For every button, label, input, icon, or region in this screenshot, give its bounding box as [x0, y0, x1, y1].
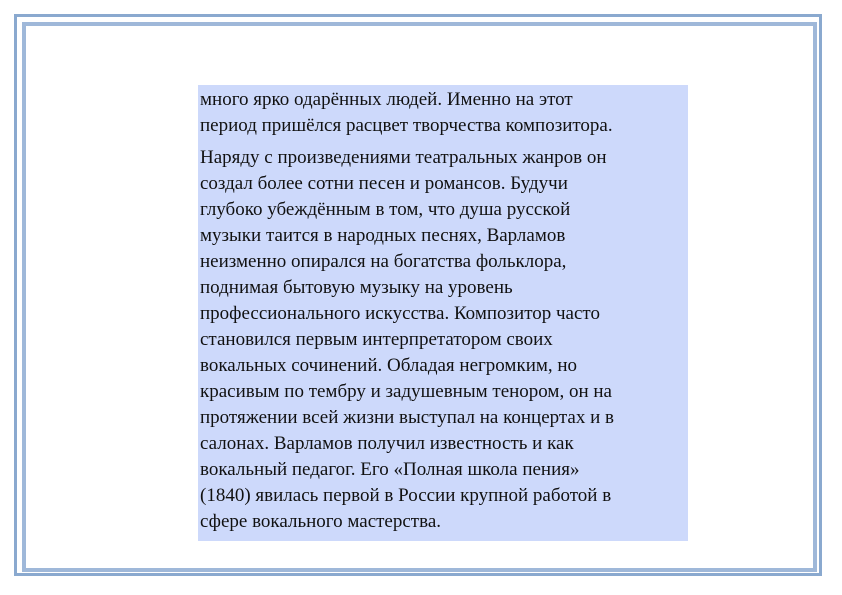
paragraph-intro: много ярко одарённых людей. Именно на этот период пришёлся расцвет творчества композитора.	[200, 89, 613, 136]
paragraph-main: Наряду с произведениями театральных жанров он создал более сотни песен и романсов. Будучи глубоко убеждённым в том, что душа русской музыки таится в народных песнях, Варламов неизменно опирался на богатства фольклора, поднимая бытовую музыку на уровень профессионального искусства. Композитор часто становился первым интерпретатором своих вокальных сочинений. Обладая негромким, но красивым по тембру и задушевным тенором, он на протяжении всей жизни выступал на концертах и в салонах. Варламов получил известность и как вокальный педагог. Его «Полная школа пения» (1840) явилась первой в России крупной работой в сфере вокального мастерства.	[200, 147, 615, 532]
text-block	[198, 85, 688, 541]
